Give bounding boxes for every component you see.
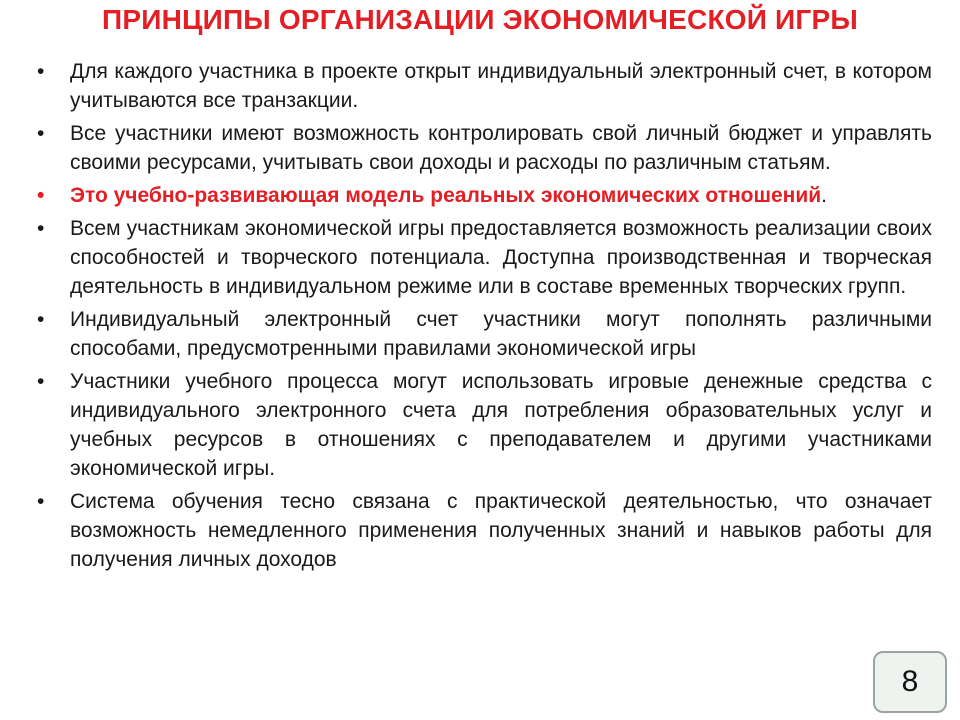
bullet-item-5 xyxy=(37,305,932,363)
bullet-icon: • xyxy=(37,122,45,145)
bullet-icon: • xyxy=(37,370,45,393)
bullet-icon: • xyxy=(37,184,45,207)
page-number-badge xyxy=(873,651,947,713)
bullet-icon: • xyxy=(37,490,45,513)
bullet-text: Система обучения тесно связана с практической деятельностью, что означает возможность немедленного применения полученных знаний и навыков работы для получения личных доходов xyxy=(70,490,932,571)
bullet-item-2 xyxy=(37,119,932,177)
bullet-text: Все участники имеют возможность контролировать свой личный бюджет и управлять своими ресурсами, учитывать свои доходы и расходы по различным статьям. xyxy=(70,122,932,174)
bullet-item-4 xyxy=(37,214,932,301)
bullet-text: Индивидуальный электронный счет участники могут пополнять различными способами, предусмотренными правилами экономической игры xyxy=(70,308,932,360)
bullet-item-3-highlighted xyxy=(37,181,932,210)
bullet-item-7 xyxy=(37,487,932,574)
page-number: 8 xyxy=(901,665,919,698)
bullet-list xyxy=(37,57,932,578)
slide-title: ПРИНЦИПЫ ОРГАНИЗАЦИИ ЭКОНОМИЧЕСКОЙ ИГРЫ xyxy=(102,4,858,35)
bullet-icon: • xyxy=(37,60,45,83)
bullet-item-6 xyxy=(37,367,932,483)
bullet-text: Для каждого участника в проекте открыт индивидуальный электронный счет, в котором учитываются все транзакции. xyxy=(70,60,932,112)
bullet-item-1 xyxy=(37,57,932,115)
bullet-text: Участники учебного процесса могут использовать игровые денежные средства с индивидуального электронного счета для потребления образовательных услуг и учебных ресурсов в отношениях с преподавателем и другими участниками экономической игры. xyxy=(70,370,932,480)
bullet-text-tail: . xyxy=(821,184,828,207)
bullet-icon: • xyxy=(37,308,45,331)
bullet-icon: • xyxy=(37,217,45,240)
bullet-text: Всем участникам экономической игры предоставляется возможность реализации своих способностей и творческого потенциала. Доступна производственная и творческая деятельность в индивидуальном режиме или в составе временных творческих групп. xyxy=(70,217,932,298)
bullet-text: Это учебно-развивающая модель реальных экономических отношений xyxy=(70,184,822,207)
